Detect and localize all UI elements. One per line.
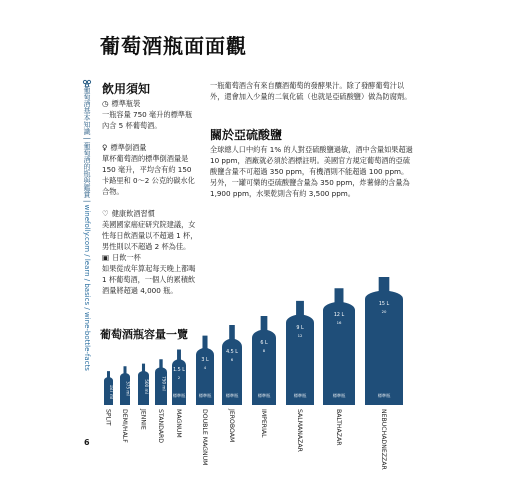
bottle-name-label: NEBUCHADNEZZAR — [380, 409, 387, 470]
standard-bottle-unit-label: 標準瓶 — [377, 393, 391, 398]
standard-equivalent-count: 4 — [203, 365, 207, 371]
capacity-label: 15 L — [378, 302, 390, 307]
standard-bottle-unit-label: 標準瓶 — [257, 393, 271, 398]
standard-equivalent-count: 6 — [230, 356, 234, 362]
capacity-label: 1.5 L — [173, 368, 185, 374]
sulfite-heading: 關於亞硫酸鹽 — [210, 128, 283, 142]
capacity-label: 4.5 L — [226, 349, 238, 355]
standard-pour-label: 標準倒酒量 — [110, 143, 147, 152]
page-title: 葡萄酒瓶面面觀 — [100, 34, 247, 58]
capacity-label: 500 ml — [144, 379, 149, 394]
bottle-name-label: SPLIT — [104, 409, 112, 426]
clock-icon: ◷ — [102, 99, 109, 108]
standard-pour-text: 單杯葡萄酒的標準倒酒量是 150 毫升，平均含有約 150 卡路里和 0～2 公克的碳水化合物。 — [102, 154, 195, 196]
bottle-name-label: BALTHAZAR — [335, 409, 342, 446]
standard-bottle-text: 一瓶容量 750 毫升的標準瓶內含 5 杯葡萄酒。 — [102, 110, 193, 130]
standard-bottle-label: 標準瓶裝 — [111, 99, 141, 108]
bottle-name-label: DOUBLE MAGNUM — [201, 409, 208, 466]
bottle-bar-imperial — [252, 316, 276, 405]
standard-equivalent-count: 20 — [381, 309, 387, 314]
standard-bottle-unit-label: 標準瓶 — [225, 393, 239, 398]
left-heading: 飲用須知 — [102, 82, 151, 96]
capacity-label: 187 ml — [109, 384, 114, 400]
bottle-name-label: STANDARD — [157, 409, 164, 444]
bottle-name-label: IMPERIAL — [260, 409, 267, 438]
healthy-habits-label: 健康飲酒習慣 — [111, 209, 155, 218]
healthy-habits-text: 美國國家癌症研究院建議，女性每日飲酒量以不超過 1 杯，男性則以不超過 2 杯為佳。 — [102, 220, 198, 251]
heart-icon: ♡ — [102, 209, 109, 218]
capacity-label: 750 ml — [161, 376, 167, 391]
bottle-bar-nebuchadnezzar — [365, 277, 403, 405]
capacity-label: 375 ml — [125, 381, 131, 396]
standard-equivalent-count: 16 — [336, 320, 342, 326]
standard-equivalent-count: 2 — [177, 375, 181, 381]
bottle-name-label: JEROBOAM — [228, 409, 235, 443]
capacity-label: 12 L — [333, 313, 345, 319]
bottle-bar-balthazar — [323, 288, 355, 405]
standard-equivalent-count: 12 — [297, 332, 303, 338]
capacity-label: 9 L — [296, 325, 304, 331]
capacity-label: 6 L — [260, 340, 268, 346]
side-site-url: winefolly.com / learn / basics / wine-bottle-facts — [83, 204, 91, 371]
calendar-icon: ▣ — [102, 253, 110, 262]
standard-bottle-unit-label: 標準瓶 — [172, 393, 186, 398]
wine-glass-icon: ♀ — [102, 143, 108, 152]
daily-glass-text: 如果從成年算起每天晚上都喝 1 杯葡萄酒，一個人的累積飲酒量將超過 4,000 瓶。 — [102, 264, 196, 295]
bottle-bar-salmanazar — [286, 301, 314, 405]
standard-bottle-unit-label: 標準瓶 — [332, 393, 346, 398]
bottle-name-label: SALMANAZAR — [296, 409, 303, 452]
intro-paragraph: 一瓶葡萄酒含有來自釀酒葡萄的發酵果汁。除了發酵葡萄汁以外，還會加入少量的二氧化硫（也就是亞硫酸鹽）做為防腐劑。 — [210, 81, 412, 101]
daily-glass-label: 日飲一杯 — [112, 253, 141, 262]
capacity-label: 3 L — [201, 358, 209, 364]
page-number: 6 — [84, 438, 90, 447]
side-section-label: 葡萄酒基本知識 | 葡萄酒的瓶與鑑賞 | — [83, 86, 91, 203]
bottle-name-label: JENNIE — [139, 409, 147, 430]
standard-equivalent-count: 8 — [262, 347, 266, 353]
chart-title: 葡萄酒瓶容量一覽 — [100, 328, 188, 341]
sulfite-paragraph: 全球總人口中約有 1% 的人對亞硫酸鹽過敏，酒中含量如果超過 10 ppm，酒廠就必須於酒標註明。美國官方規定葡萄酒的亞硫酸鹽含量不可超過 350 ppm，有機酒則不能超過 100 ppm。另外，一罐可樂的亞硫酸鹽含量為 350 ppm，炸薯條的含量為 1,900 ppm，水果乾則含有約 3,500 ppm。 — [210, 145, 413, 198]
standard-bottle-unit-label: 標準瓶 — [293, 393, 307, 398]
bottle-name-label: MAGNUM — [175, 409, 182, 438]
standard-bottle-unit-label: 標準瓶 — [198, 393, 212, 398]
bottle-name-label: DEMI/HALF — [121, 409, 128, 443]
